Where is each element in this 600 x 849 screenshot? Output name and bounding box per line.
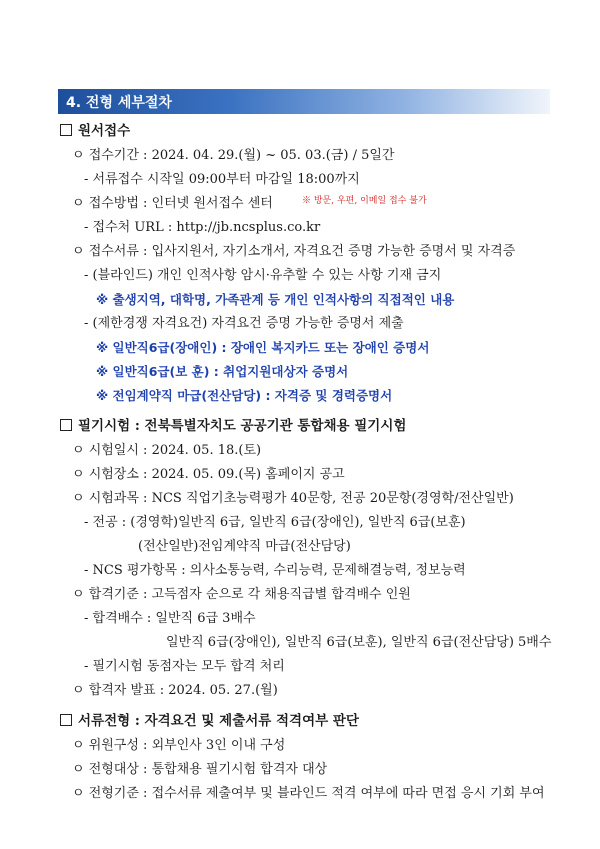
blind-note: ※ 출생지역, 대학명, 가족관계 등 개인 인적사항의 직접적인 내용 bbox=[96, 292, 455, 307]
pass-multiple: - 합격배수 : 일반직 6급 3배수 bbox=[84, 611, 256, 626]
heading-document-screening: 서류전형 : 자격요건 및 제출서류 적격여부 판단 bbox=[60, 713, 359, 729]
blind-rule: - (블라인드) 개인 인적사항 암시·유추할 수 있는 사항 기재 금지 bbox=[84, 268, 442, 283]
section-title: 4. 전형 세부절차 bbox=[66, 95, 172, 111]
major-subjects-cont: (전산일반)전임계약직 마급(전산담당) bbox=[138, 539, 351, 554]
announcement-date: ㅇ 합격자 발표 : 2024. 05. 27.(월) bbox=[72, 683, 278, 698]
section-banner bbox=[58, 89, 550, 114]
screening-criteria: ㅇ 전형기준 : 접수서류 제출여부 및 블라인드 적격 여부에 따라 면접 응시 기회 부여 bbox=[72, 786, 545, 801]
application-note: ※ 방문, 우편, 이메일 접수 불가 bbox=[302, 196, 427, 206]
tie-rule: - 필기시험 동점자는 모두 합격 처리 bbox=[84, 659, 285, 674]
screening-target: ㅇ 전형대상 : 통합채용 필기시험 합격자 대상 bbox=[72, 762, 328, 777]
application-method: ㅇ 접수방법 : 인터넷 원서접수 센터 bbox=[72, 196, 273, 211]
application-period: ㅇ 접수기간 : 2024. 04. 29.(월) ~ 05. 03.(금) / 5일간 bbox=[72, 148, 395, 163]
committee: ㅇ 위원구성 : 외부인사 3인 이내 구성 bbox=[72, 738, 286, 753]
test-place: ㅇ 시험장소 : 2024. 05. 09.(목) 홈페이지 공고 bbox=[72, 467, 345, 482]
major-subjects: - 전공 : (경영학)일반직 6급, 일반직 6급(장애인), 일반직 6급(보훈) bbox=[84, 515, 466, 530]
note-veteran: ※ 일반직6급(보 훈) : 취업지원대상자 증명서 bbox=[96, 364, 349, 379]
checkbox-square-icon bbox=[60, 714, 72, 726]
note-disabled: ※ 일반직6급(장애인) : 장애인 복지카드 또는 장애인 증명서 bbox=[96, 340, 430, 355]
checkbox-square-icon bbox=[60, 124, 72, 136]
ncs-items: - NCS 평가항목 : 의사소통능력, 수리능력, 문제해결능력, 정보능력 bbox=[84, 563, 466, 578]
application-url: - 접수처 URL : http://jb.ncsplus.co.kr bbox=[84, 220, 321, 235]
heading-application: 원서접수 bbox=[60, 123, 130, 139]
test-date: ㅇ 시험일시 : 2024. 05. 18.(토) bbox=[72, 443, 262, 458]
restricted-requirement: - (제한경쟁 자격요건) 자격요건 증명 가능한 증명서 제출 bbox=[84, 316, 404, 331]
pass-multiple-cont: 일반직 6급(장애인), 일반직 6급(보훈), 일반직 6급(전산담당) 5배수 bbox=[166, 635, 552, 650]
pass-criteria: ㅇ 합격기준 : 고득점자 순으로 각 채용직급별 합격배수 인원 bbox=[72, 587, 411, 602]
application-hours: - 서류접수 시작일 09:00부터 마감일 18:00까지 bbox=[84, 172, 360, 187]
heading-written-test: 필기시험 : 전북특별자치도 공공기관 통합채용 필기시험 bbox=[60, 418, 406, 434]
test-subjects: ㅇ 시험과목 : NCS 직업기초능력평가 40문항, 전공 20문항(경영학/전산일반) bbox=[72, 491, 514, 506]
note-contract: ※ 전임계약직 마급(전산담당) : 자격증 및 경력증명서 bbox=[96, 388, 393, 403]
application-documents: ㅇ 접수서류 : 입사지원서, 자기소개서, 자격요건 증명 가능한 증명서 및 자격증 bbox=[72, 244, 516, 259]
checkbox-square-icon bbox=[60, 419, 72, 431]
